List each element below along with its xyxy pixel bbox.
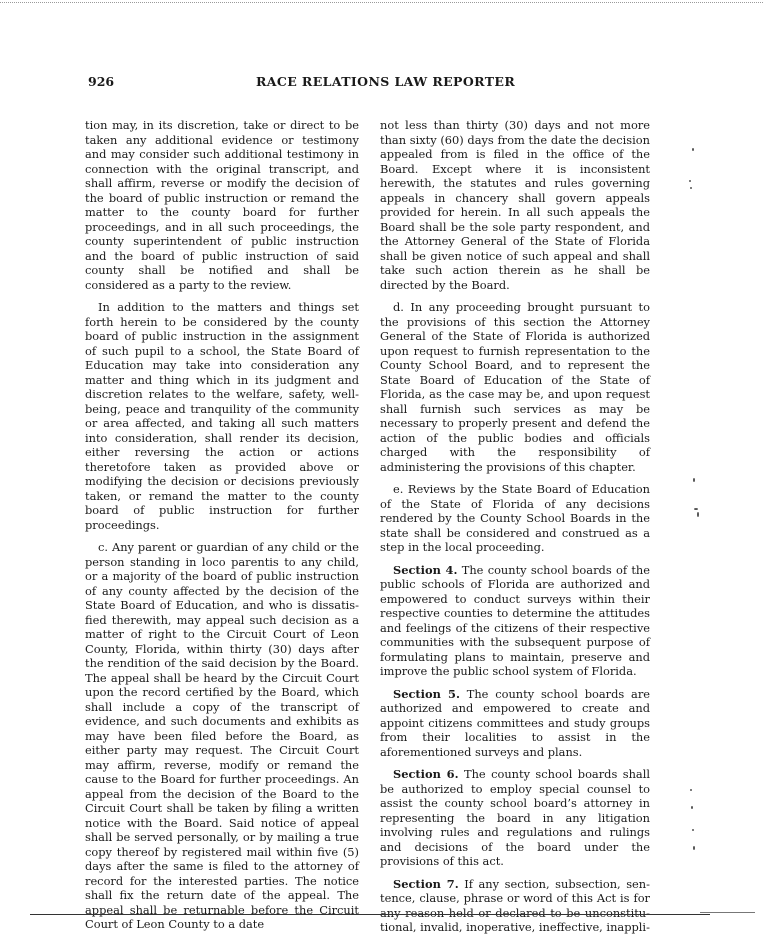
running-head: RACE RELATIONS LAW REPORTER: [256, 74, 516, 89]
scan-speck: [689, 180, 691, 182]
paragraph-appeal-continued: not less than thirty (30) days and not more than sixty (60) days from the date the decision appealed from is filed in the office of the Board. Except where it is inconsistent herewith, the statutes and rules governing appeals in chancery shall govern appeals provided for herein. In all such appeals the Board shall be the sole party respondent, and the Attorney General of the State of Florida shall be given notice of such appeal and shall take such action therein as he shall be directed by the Board.: [380, 118, 650, 292]
scan-speck: [691, 806, 693, 809]
scan-speck: [697, 512, 699, 517]
section-6: [380, 767, 650, 869]
bottom-rule: [30, 914, 710, 915]
scan-top-border: [0, 2, 763, 3]
scan-speck: [690, 187, 692, 189]
paragraph-additional-matters: In addition to the matters and things set forth herein to be considered by the county board of public instruction in the assignment of such pupil to a school, the State Board of Education may take into consideration any matter and thing which in its judgment and discretion relates to the welfare, safety, well-being, peace and tranquility of the community or area affected, and taking all such matters into consideration, shall render its decision, either reversing the action or actions theretofore taken as provided above or modifying the decision or decisions previously taken, or remand the matter to the county board of public instruction for further proceedings.: [85, 300, 359, 532]
scan-speck: [690, 789, 692, 791]
scan-speck: [692, 148, 694, 151]
section-4-label: Section 4.: [393, 562, 458, 577]
section-4-text: The county school boards of the public schools of Florida are authorized and empowered to conduct surveys within their respective counties to determine the attitudes and feelings of the citizens of their respective communities with the subsequent purpose of formulating plans to maintain, preserve and improve the public school system of Florida.: [380, 562, 650, 678]
scan-speck: [693, 478, 695, 482]
section-7: [380, 877, 650, 935]
paragraph-continued: tion may, in its discretion, take or direct to be taken any additional evidence or testimony and may consider such additional testimony in connection with the original transcript, and shall affirm, reverse or modify the decision of the board of public instruction or remand the matter to the county board for further proceedings, and in all such proceedings, the county superintendent of public instruction and the board of public instruction of said county shall be notified and shall be considered as a party to the review.: [85, 118, 359, 292]
scan-speck: [694, 508, 698, 510]
section-5: [380, 687, 650, 760]
section-5-text: The county school boards are authorized and empowered to create and appoint citizens committees and study groups from their localities to assist in the aforementioned surveys and plans.: [380, 686, 651, 759]
section-7-text: If any section, subsection, sentence, clause, phrase or word of this Act is for any reason held or declared to be unconstitutional, invalid, inoperative, ineffective, inappli-: [380, 876, 650, 934]
section-6-text: The county school boards shall be authorized to employ special counsel to assist the county school board’s attorney in representing the board in any litigation involving rules and regulations and rulings and decisions of the board under the provisions of this act.: [380, 767, 650, 868]
paragraph-e-reviews: e. Reviews by the State Board of Education of the State of Florida of any decisions rendered by the County School Boards in the state shall be considered and construed as a step in the local proceeding.: [380, 482, 650, 554]
bottom-rule-fragment: [700, 912, 755, 913]
section-5-label: Section 5.: [393, 686, 460, 701]
right-column: [380, 118, 650, 943]
page-number: 926: [88, 74, 115, 89]
paragraph-c-appeal: c. Any parent or guardian of any child or the person standing in loco parentis to any child, or a majority of the board of public instruction of any county affected by the decision of the State Board of Education, and who is dissatisfied therewith, may appeal such decision as a matter of right to the Circuit Court of Leon County, Florida, within thirty (30) days after the rendition of the said decision by the Board. The appeal shall be heard by the Circuit Court upon the record certified by the Board, which shall include a copy of the transcript of evidence, and such documents and exhibits as may have been filed before the Board, as either party may request. The Circuit Court may affirm, reverse, modify or remand the cause to the Board for further proceedings. An appeal from the decision of the Board to the Circuit Court shall be taken by filing a written notice with the Board. Said notice of appeal shall be served personally, or by mailing a true copy thereof by registered mail within five (5) days after the same is filed to the attorney of record for the interested parties. The notice shall fix the return date of the appeal. The appeal shall be returnable before the Circuit Court of Leon County to a date: [85, 540, 359, 931]
scan-speck: [692, 829, 694, 831]
section-7-label: Section 7.: [393, 876, 459, 891]
section-4: [380, 563, 650, 679]
left-column: [85, 118, 359, 940]
scan-speck: [693, 846, 695, 850]
paragraph-d-attorney-general: d. In any proceeding brought pursuant to the provisions of this section the Attorney General of the State of Florida is authorized upon request to furnish representation to the County School Board, and to represent the State Board of Education of the State of Florida, as the case may be, and upon request shall furnish such services as may be necessary to properly present and defend the action of the public bodies and officials charged with the responsibility of administering the provisions of this chapter.: [380, 300, 650, 474]
section-6-label: Section 6.: [393, 767, 459, 781]
